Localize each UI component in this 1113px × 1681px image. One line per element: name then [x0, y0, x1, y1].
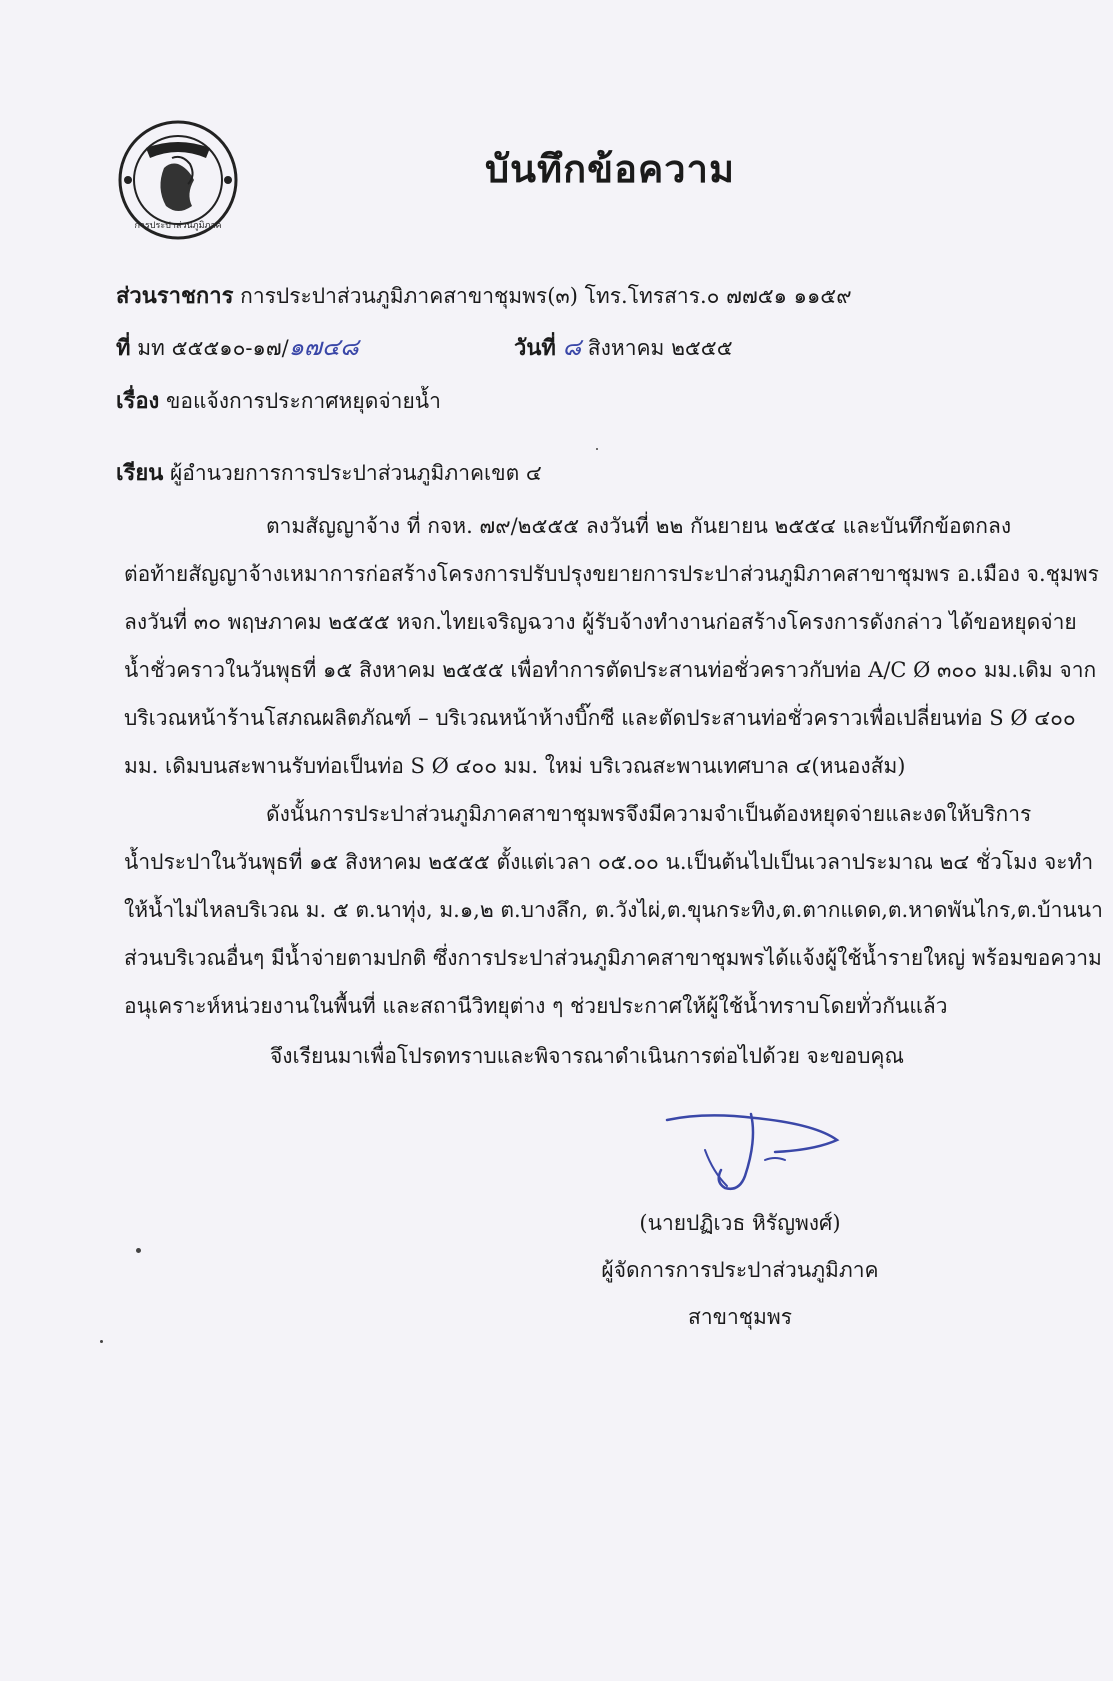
seal-text: การประปาส่วนภูมิภาค	[134, 221, 222, 231]
department-label: ส่วนราชการ	[116, 283, 234, 309]
body-line: ต่อท้ายสัญญาจ้างเหมาการก่อสร้างโครงการปรับปรุงขยายการประปาส่วนภูมิภาคสาขาชุมพร อ.เมือง จ.ชุมพร	[124, 562, 1099, 586]
signatory-position: ผู้จัดการการประปาส่วนภูมิภาค	[601, 1258, 879, 1282]
date-row	[514, 327, 733, 366]
signatory-name: (นายปฏิเวธ หิรัญพงศ์)	[639, 1211, 841, 1235]
recipient-value: ผู้อำนวยการการประปาส่วนภูมิภาคเขต ๔	[169, 461, 542, 485]
pwa-seal-icon	[116, 118, 240, 242]
body-line: มม. เดิมบนสะพานรับท่อเป็นท่อ S Ø ๔๐๐ มม. ใหม่ บริเวณสะพานเทศบาล ๔(หนองส้ม)	[124, 754, 906, 778]
department-value: การประปาส่วนภูมิภาคสาขาชุมพร(๓) โทร.โทรสาร.๐ ๗๗๕๑ ๑๑๕๙	[240, 284, 852, 308]
reference-handwritten-number: ๑๗๔๘	[288, 333, 359, 361]
body-line: น้ำประปาในวันพุธที่ ๑๕ สิงหาคม ๒๕๕๕ ตั้งแต่เวลา ๐๕.๐๐ น.เป็นต้นไปเป็นเวลาประมาณ ๒๔ ชั่วโมง จะทำ	[124, 850, 1094, 874]
reference-label: ที่	[116, 335, 131, 361]
body-line: ตามสัญญาจ้าง ที่ กจห. ๗๙/๒๕๕๕ ลงวันที่ ๒๒ กันยายน ๒๕๕๔ และบันทึกข้อตกลง	[266, 514, 1012, 538]
body-line: อนุเคราะห์หน่วยงานในพื้นที่ และสถานีวิทยุต่าง ๆ ช่วยประกาศให้ผู้ใช้น้ำทราบโดยทั่วกันแล้ว	[124, 994, 948, 1018]
reference-value: มท ๕๕๕๑๐-๑๗/	[137, 336, 289, 360]
paper-speck	[136, 1248, 141, 1253]
page-title: บันทึกข้อความ	[484, 146, 736, 191]
subject-label: เรื่อง	[116, 388, 160, 414]
body-line: น้ำชั่วคราวในวันพุธที่ ๑๕ สิงหาคม ๒๕๕๕ เพื่อทำการตัดประสานท่อชั่วคราวกับท่อ A/C Ø ๓๐๐ มม.เดิม จาก	[124, 658, 1097, 682]
signature-block	[540, 1200, 940, 1341]
signatory-branch: สาขาชุมพร	[688, 1305, 792, 1329]
subject-value: ขอแจ้งการประกาศหยุดจ่ายน้ำ	[165, 389, 441, 413]
recipient-row	[116, 455, 542, 490]
department-row	[116, 278, 852, 313]
date-value: สิงหาคม ๒๕๕๕	[587, 336, 733, 360]
closing-line: จึงเรียนมาเพื่อโปรดทราบและพิจารณาดำเนินการต่อไปด้วย จะขอบคุณ	[270, 1044, 904, 1068]
handwritten-signature-icon	[665, 1110, 845, 1200]
body-line: ให้น้ำไม่ไหลบริเวณ ม. ๕ ต.นาทุ่ง, ม.๑,๒ ต.บางลึก, ต.วังไผ่,ต.ขุนกระทิง,ต.ตากแดด,ต.หาดพันไกร,ต.บ้านนา	[124, 898, 1103, 922]
subject-row	[116, 383, 441, 418]
date-day-handwritten: ๘	[562, 333, 582, 361]
date-label: วันที่	[514, 335, 556, 361]
paper-speck	[596, 448, 598, 450]
paper-speck	[100, 1340, 103, 1343]
body-line: ดังนั้นการประปาส่วนภูมิภาคสาขาชุมพรจึงมีความจำเป็นต้องหยุดจ่ายและงดให้บริการ	[266, 802, 1032, 826]
recipient-label: เรียน	[116, 460, 164, 486]
body-line: ลงวันที่ ๓๐ พฤษภาคม ๒๕๕๕ หจก.ไทยเจริญฉวาง ผู้รับจ้างทำงานก่อสร้างโครงการดังกล่าว ได้ขอหยุดจ่าย	[124, 610, 1077, 634]
body-line: ส่วนบริเวณอื่นๆ มีน้ำจ่ายตามปกติ ซึ่งการประปาส่วนภูมิภาคสาขาชุมพรได้แจ้งผู้ใช้น้ำรายใหญ่ พร้อมขอความ	[124, 946, 1102, 970]
body-line: บริเวณหน้าร้านโสภณผลิตภัณฑ์ – บริเวณหน้าห้างบิ๊กซี และตัดประสานท่อชั่วคราวเพื่อเปลี่ยนท่อ S Ø ๔๐๐	[124, 706, 1076, 730]
reference-row	[116, 327, 359, 366]
